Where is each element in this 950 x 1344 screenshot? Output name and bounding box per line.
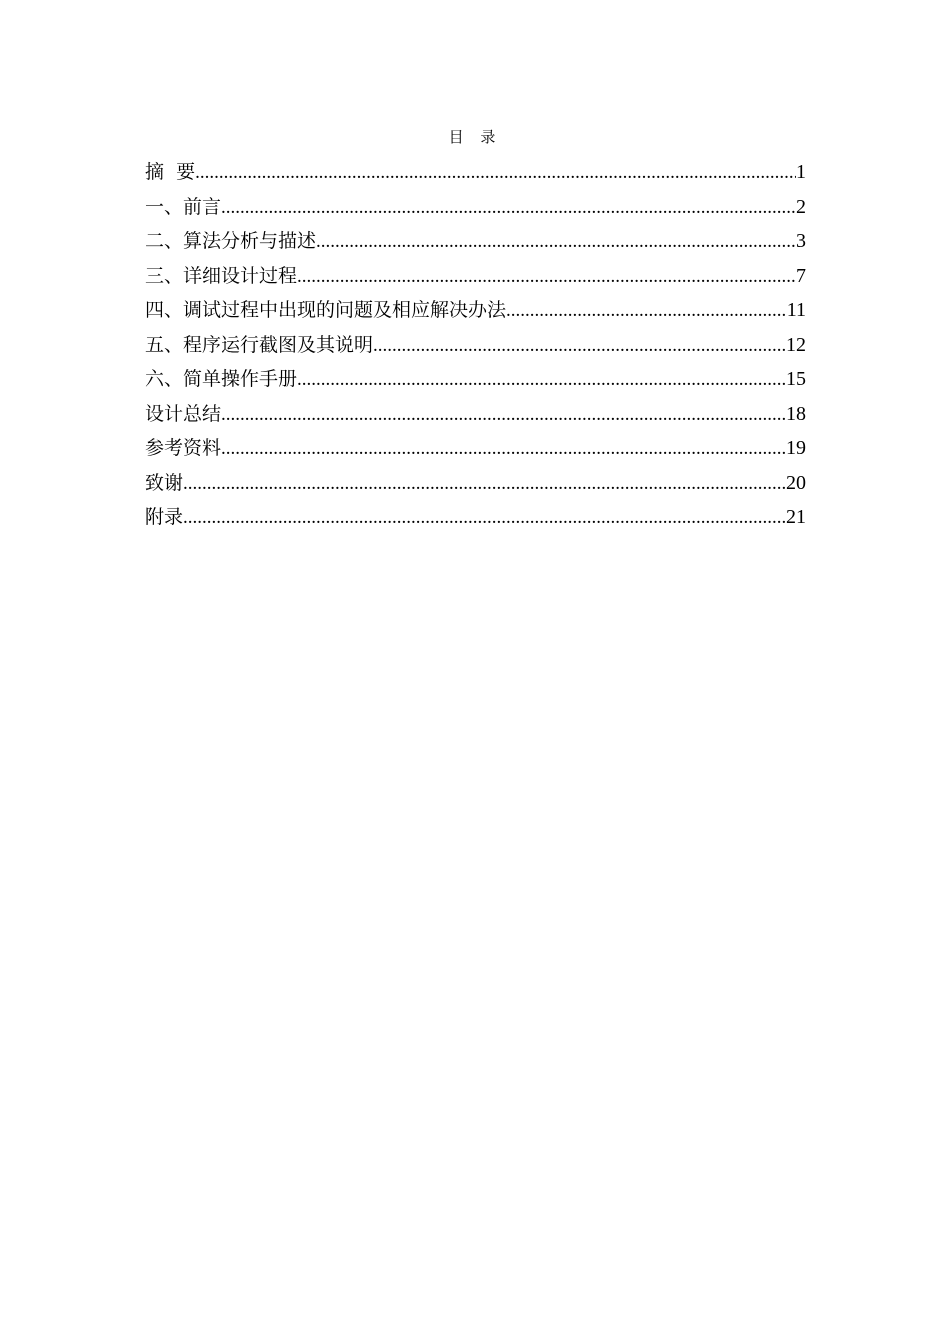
toc-entry-label: 设计总结 [145,402,222,425]
table-of-contents [145,155,806,535]
toc-entry[interactable] [145,466,806,501]
toc-dot-leader [221,398,786,432]
toc-dot-leader [221,191,796,225]
toc-entry[interactable] [145,293,806,328]
toc-entry-page: 1 [796,161,806,183]
toc-entry-label: 三、详细设计过程 [145,264,298,287]
toc-entry[interactable] [145,362,806,397]
toc-entry-label: 四、调试过程中出现的问题及相应解决办法 [145,299,507,321]
toc-entry-label: 致谢 [145,471,184,494]
toc-dot-leader [195,156,796,190]
toc-entry-page: 3 [796,230,806,252]
toc-dot-leader [183,467,786,501]
toc-entry-page: 18 [786,402,806,425]
toc-entry-label: 一、前言 [145,195,222,218]
toc-entry-page: 21 [786,506,806,528]
toc-title: 目 录 [448,128,502,146]
toc-dot-leader [297,260,796,294]
toc-entry-label: 参考资料 [145,437,222,459]
toc-entry-page: 20 [786,471,806,494]
toc-dot-leader [221,432,786,466]
toc-dot-leader [297,363,786,397]
toc-dot-leader [506,294,787,328]
toc-entry[interactable] [145,155,806,190]
toc-entry[interactable] [145,397,806,432]
toc-entry[interactable] [145,328,806,363]
toc-entry-label: 摘 要 [145,161,196,183]
toc-entry-label: 附录 [145,506,184,528]
toc-dot-leader [316,225,796,259]
toc-entry[interactable] [145,259,806,294]
toc-entry-page: 19 [786,437,806,459]
toc-dot-leader [183,501,786,535]
toc-entry[interactable] [145,224,806,259]
toc-entry-page: 15 [786,368,806,390]
toc-entry[interactable] [145,500,806,535]
toc-entry-label: 五、程序运行截图及其说明 [145,333,374,356]
toc-entry[interactable] [145,431,806,466]
toc-entry-label: 六、简单操作手册 [145,368,298,390]
toc-dot-leader [373,329,786,363]
toc-entry-label: 二、算法分析与描述 [145,230,317,252]
toc-entry-page: 7 [796,264,806,287]
toc-entry[interactable] [145,190,806,225]
toc-entry-page: 11 [786,299,806,321]
toc-entry-page: 2 [796,195,806,218]
toc-entry-page: 12 [786,333,806,356]
